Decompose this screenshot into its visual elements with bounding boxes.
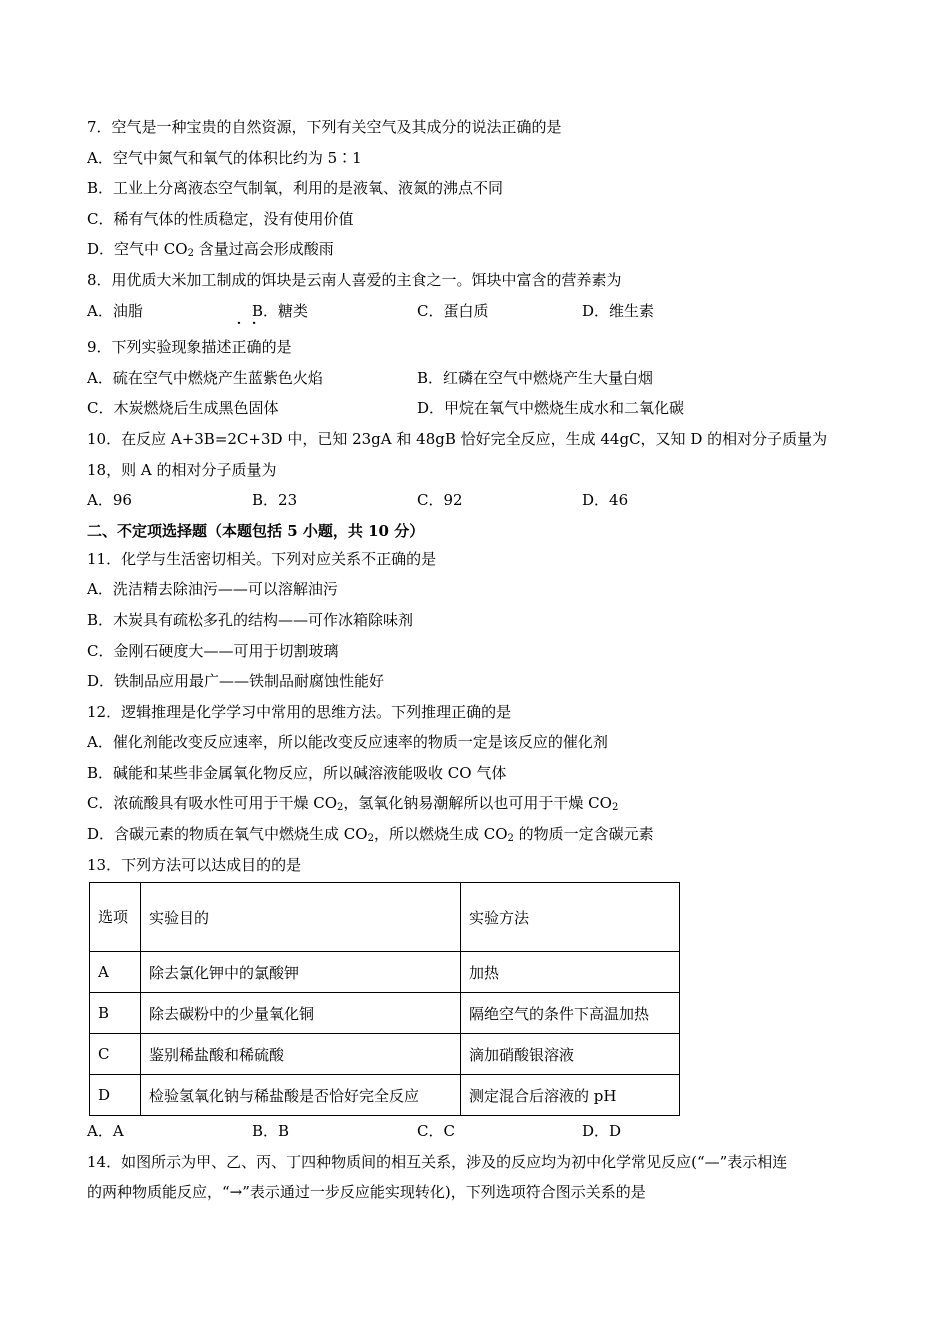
header-method: 实验方法 [461,883,680,952]
q9-options-cd [87,393,867,424]
q7-option-b: B．工业上分离液态空气制氧，利用的是液氧、液氮的沸点不同 [87,179,504,198]
q11-option-d: D．铁制品应用最广——铁制品耐腐蚀性能好 [87,672,385,691]
cell-method: 测定混合后溶液的 pH [461,1075,680,1116]
q11-stem: 11．化学与生活密切相关。下列对应关系不正确的是 [87,549,437,568]
emphasis-dot: 正 [231,338,247,357]
q11-option-a: A．洗洁精去除油污——可以溶解油污 [87,580,338,599]
exam-page [87,112,867,1208]
q11-option-c: C．金刚石硬度大——可用于切割玻璃 [87,641,339,660]
q8-option-a: A．油脂 [87,301,143,320]
q9-stem: 9．下列实验现象描述正确的是 [87,332,867,363]
table-header-row [90,883,680,952]
cell-option: D [90,1075,141,1116]
cell-option: A [90,952,141,993]
cell-goal: 除去碳粉中的少量氧化铜 [141,993,461,1034]
q10-option-a: A．96 [87,491,132,510]
q14-stem-line2: 的两种物质能反应，“→”表示通过一步反应能实现转化)，下列选项符合图示关系的是 [87,1183,646,1202]
cell-option: B [90,993,141,1034]
q12-option-d: D．含碳元素的物质在氧气中燃烧生成 $CO_2$，所以燃烧生成 $CO_2$ 的物质一定含碳元素 [87,825,654,845]
cell-goal: 除去氯化钾中的氯酸钾 [141,952,461,993]
q12-option-c: C．浓硫酸具有吸水性可用于干燥 $CO_2$，氢氧化钠易潮解所以也可用于干燥 $CO_2$ [87,794,619,814]
q10-stem-line2: 18，则 A 的相对分子质量为 [87,460,277,479]
table-row [90,993,680,1034]
q13-option-d: D．D [582,1122,622,1141]
q9-option-c: C．木炭燃烧后生成黑色固体 [87,399,279,418]
table-row [90,1034,680,1075]
q13-option-a: A．A [87,1122,124,1141]
q14-stem-line1: 14．如图所示为甲、乙、丙、丁四种物质间的相互关系，涉及的反应均为初中化学常见反应(“—”表示相连 [87,1152,788,1171]
q13-option-b: B．B [252,1122,290,1141]
q10-stem-line1: 10．在反应 A+3B=2C+3D 中，已知 23gA 和 48gB 恰好完全反应，生成 44gC，又知 D 的相对分子质量为 [87,429,828,448]
q7-option-a: A．空气中氮气和氧气的体积比约为 5∶1 [87,148,362,167]
q8-stem: 8．用优质大米加工制成的饵块是云南人喜爱的主食之一。饵块中富含的营养素为 [87,270,622,289]
q10-options [87,485,867,516]
q10-option-d: D．46 [582,491,629,510]
header-option: 选项 [90,883,141,952]
section-heading: 二、不定项选择题（本题包括 5 小题，共 10 分） [87,521,425,540]
q9-options-ab [87,363,867,394]
cell-option: C [90,1034,141,1075]
q10-option-b: B．23 [252,491,298,510]
q12-stem: 12．逻辑推理是化学学习中常用的思维方法。下列推理正确的是 [87,702,512,721]
table-row [90,952,680,993]
q8-option-b: B．糖类 [252,301,309,320]
q12-option-b: B．碱能和某些非金属氧化物反应，所以碱溶液能吸收 CO 气体 [87,763,507,782]
q9-option-d: D．甲烷在氧气中燃烧生成水和二氧化碳 [417,399,685,418]
q12-option-a: A．催化剂能改变反应速率，所以能改变反应速率的物质一定是该反应的催化剂 [87,733,608,752]
cell-goal: 检验氢氧化钠与稀盐酸是否恰好完全反应 [141,1075,461,1116]
q7-option-c: C．稀有气体的性质稳定，没有使用价值 [87,209,354,228]
q10-option-c: C．92 [417,491,463,510]
cell-method: 隔绝空气的条件下高温加热 [461,993,680,1034]
header-goal: 实验目的 [141,883,461,952]
q7-option-d: D．空气中 $CO_2$ 含量过高会形成酸雨 [87,240,334,260]
q13-stem: 13．下列方法可以达成目的的是 [87,855,302,874]
q8-option-d: D．维生素 [582,301,655,320]
cell-method: 加热 [461,952,680,993]
q7-stem: 7．空气是一种宝贵的自然资源，下列有关空气及其成分的说法正确的是 [87,118,562,136]
q8-options [87,296,867,327]
q9-option-a: A．硫在空气中燃烧产生蓝紫色火焰 [87,368,323,387]
q13-option-c: C．C [417,1122,455,1141]
q8-option-c: C．蛋白质 [417,301,489,320]
table-row [90,1075,680,1116]
q9-option-b: B．红磷在空气中燃烧产生大量白烟 [417,368,654,387]
q13-options [87,1116,867,1147]
cell-method: 滴加硝酸银溶液 [461,1034,680,1075]
q13-table [89,882,680,1116]
cell-goal: 鉴别稀盐酸和稀硫酸 [141,1034,461,1075]
q11-option-b: B．木炭具有疏松多孔的结构——可作冰箱除味剂 [87,610,414,629]
emphasis-dot: 确 [246,338,262,357]
